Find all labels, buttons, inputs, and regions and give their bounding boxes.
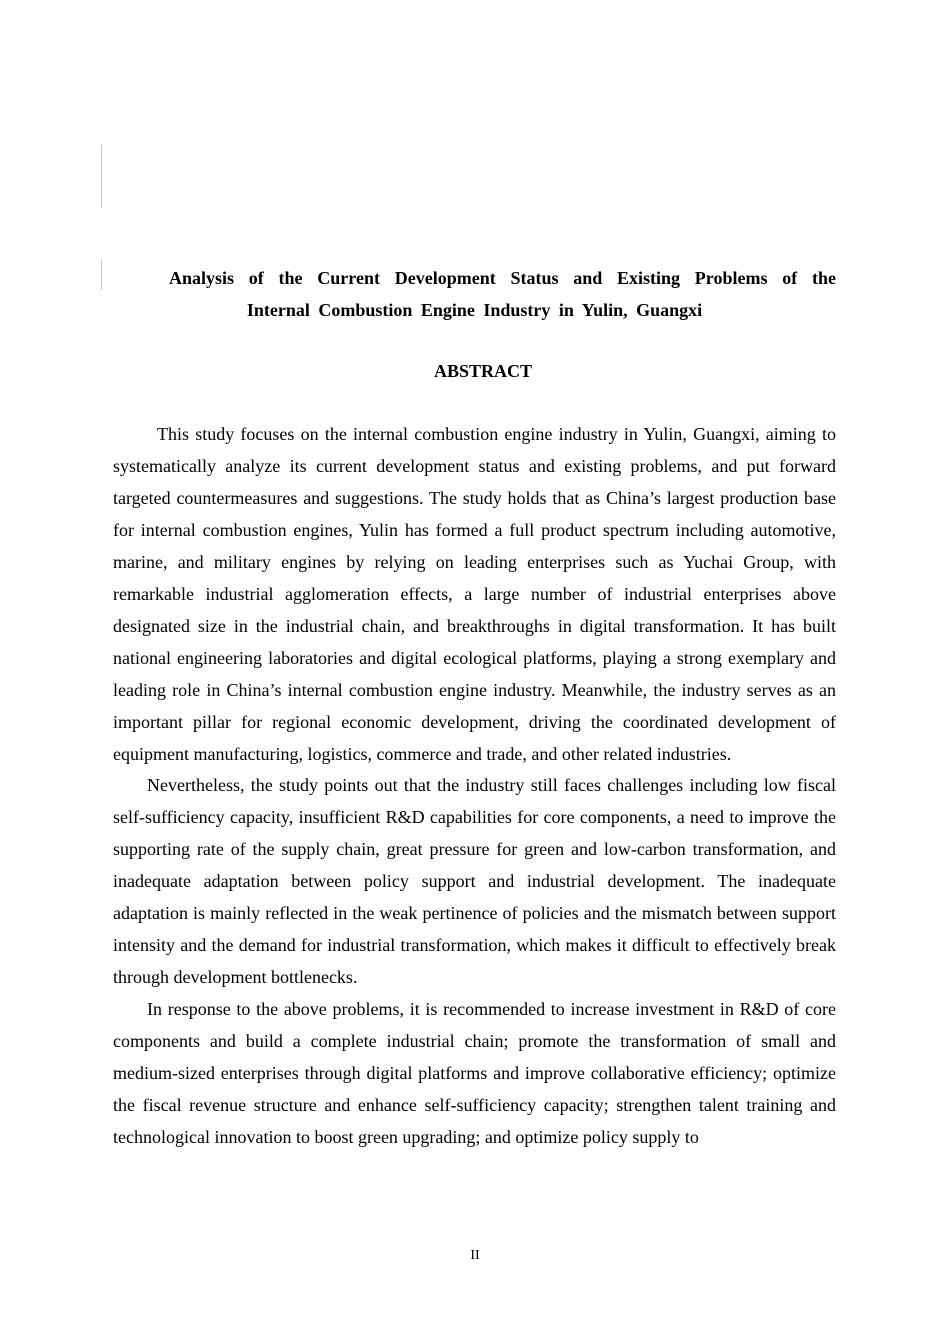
abstract-paragraph-3: In response to the above problems, it is recommended to increase investment in R&D of core components and build a complete industrial chain; promote the transformation of small and medium-sized enterprises through digital platforms and improve collaborative efficiency; optimize the fiscal revenue structure and enhance self-sufficiency capacity; strengthen talent training and technological innovation to boost green upgrading; and optimize policy supply to	[113, 999, 836, 1147]
paper-title-line-2: Internal Combustion Engine Industry in Yulin, Guangxi	[246, 300, 703, 320]
margin-marker	[101, 259, 102, 290]
abstract-paragraph-2: Nevertheless, the study points out that the industry still faces challenges including low fiscal self-sufficiency capacity, insufficient R&D capabilities for core components, a need to improve the supporting rate of the supply chain, great pressure for green and low-carbon transformation, and inadequate adaptation between policy support and industrial development. The inadequate adaptation is mainly reflected in the weak pertinence of policies and the mismatch between support intensity and the demand for industrial transformation, which makes it difficult to effectively break through development bottlenecks.	[113, 775, 836, 988]
page-number: II	[470, 1248, 480, 1263]
abstract-paragraph-1: This study focuses on the internal combustion engine industry in Yulin, Guangxi, aiming to systematically analyze its current development status and existing problems, and put forward targeted countermeasures and suggestions. The study holds that as China’s largest production base for internal combustion engines, Yulin has formed a full product spectrum including automotive, marine, and military engines by relying on leading enterprises such as Yuchai Group, with remarkable industrial agglomeration effects, a large number of industrial enterprises above designated size in the industrial chain, and breakthroughs in digital transformation. It has built national engineering laboratories and digital ecological platforms, playing a strong exemplary and leading role in China’s internal combustion engine industry. Meanwhile, the industry serves as an important pillar for regional economic development, driving the coordinated development of equipment manufacturing, logistics, commerce and trade, and other related industries.	[113, 424, 836, 764]
abstract-heading: ABSTRACT	[433, 361, 533, 381]
paper-title-line-1: Analysis of the Current Development Status and Existing Problems of the	[169, 268, 836, 288]
paper-title	[113, 262, 836, 326]
abstract-body	[113, 419, 836, 1154]
margin-marker	[101, 145, 102, 208]
